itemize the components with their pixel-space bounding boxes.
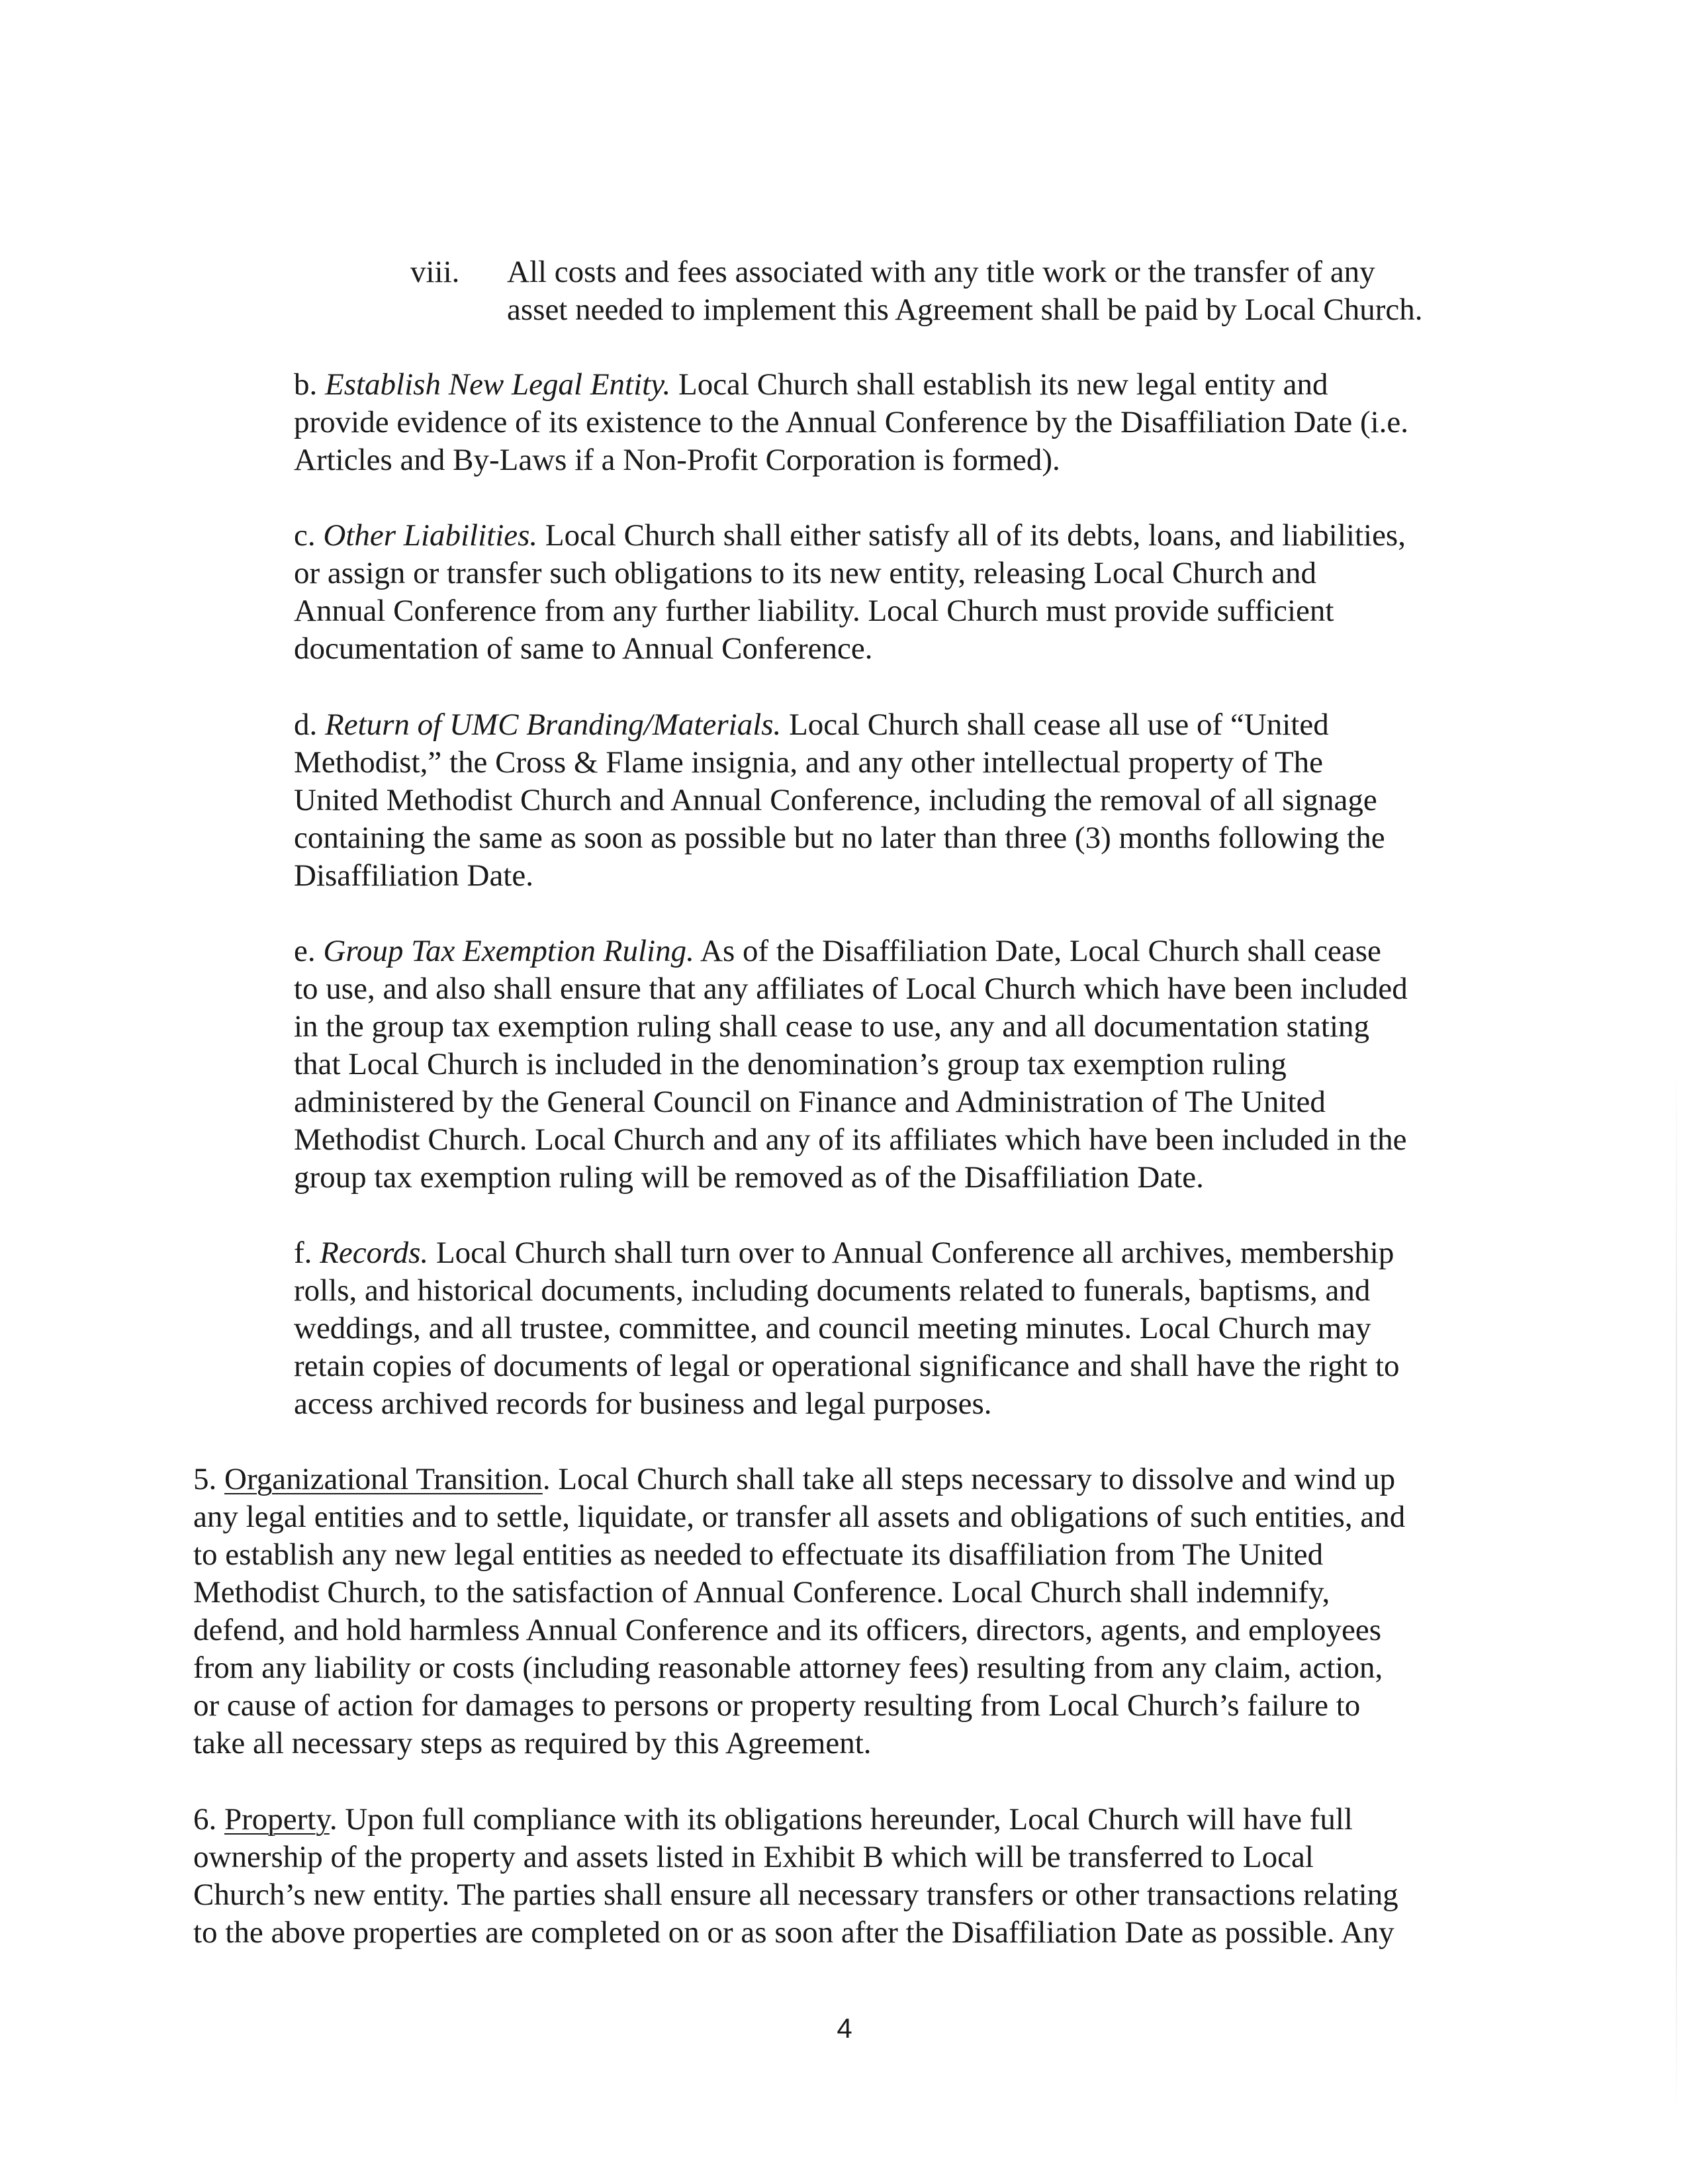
item-b-text: Local Church shall establish its new legal entity and provide evidence of its existence to the Annual Conference by the Disaffiliation Date (i.e. Articles and By-Laws if a Non-Profit Corporation is formed).: [294, 367, 1409, 477]
section-6-heading: Property: [224, 1802, 330, 1837]
section-5-label: 5.: [193, 1462, 224, 1496]
section-6-text: . Upon full compliance with its obligations hereunder, Local Church will have full ownership of the property and assets listed in Exhibit B which will be transferred to Local Church’s new entity. The parties shall ensure all necessary transfers or other transactions relating to the above properties are completed on or as soon after the Disaffiliation Date as possible. Any: [193, 1802, 1398, 1950]
item-c-label: c.: [294, 518, 324, 553]
item-viii-numeral: viii.: [410, 255, 460, 289]
item-c-paragraph: [294, 517, 1498, 668]
page-number: 4: [837, 2013, 852, 2044]
item-f-label: f.: [294, 1236, 320, 1270]
section-5-heading: Organizational Transition: [224, 1462, 543, 1496]
item-b-paragraph: [294, 366, 1498, 479]
item-e-heading: Group Tax Exemption Ruling.: [323, 934, 694, 968]
scan-edge-shadow: [1676, 1059, 1677, 2118]
item-d-label: d.: [294, 707, 325, 742]
item-d-text: Local Church shall cease all use of “United Methodist,” the Cross & Flame insignia, and any other intellectual property of The United Methodist Church and Annual Conference, including the removal of all signage containing the same as soon as possible but no later than three (3) months following the Disaffiliation Date.: [294, 707, 1385, 893]
item-c-heading: Other Liabilities.: [323, 518, 538, 553]
item-b-label: b.: [294, 367, 325, 402]
item-b-heading: Establish New Legal Entity.: [325, 367, 671, 402]
item-d-heading: Return of UMC Branding/Materials.: [325, 707, 782, 742]
item-c-text: Local Church shall either satisfy all of its debts, loans, and liabilities, or assign or transfer such obligations to its new entity, releasing Local Church and Annual Conference from any further liability. Local Church must provide sufficient documentation of same to Annual Conference.: [294, 518, 1406, 666]
item-d-paragraph: [294, 706, 1498, 895]
item-f-text: Local Church shall turn over to Annual Conference all archives, membership rolls, and historical documents, including documents related to funerals, baptisms, and weddings, and all trustee, committee, and council meeting minutes. Local Church may retain copies of documents of legal or operational significance and shall have the right to access archived records for business and legal purposes.: [294, 1236, 1400, 1421]
section-6-paragraph: [193, 1801, 1504, 1952]
section-6-label: 6.: [193, 1802, 224, 1837]
item-e-paragraph: [294, 933, 1498, 1197]
item-f-paragraph: [294, 1234, 1498, 1423]
item-viii-text: All costs and fees associated with any title work or the transfer of any asset needed to implement this Agreement shall be paid by Local Church.: [507, 255, 1423, 327]
item-f-heading: Records.: [320, 1236, 429, 1270]
section-5-text: . Local Church shall take all steps necessary to dissolve and wind up any legal entities and to settle, liquidate, or transfer all assets and obligations of such entities, and to establish any new legal entities as needed to effectuate its disaffiliation from The United Methodist Church, to the satisfaction of Annual Conference. Local Church shall indemnify, defend, and hold harmless Annual Conference and its officers, directors, agents, and employees from any liability or costs (including reasonable attorney fees) resulting from any claim, action, or cause of action for damages to persons or property resulting from Local Church’s failure to take all necessary steps as required by this Agreement.: [193, 1462, 1406, 1760]
item-e-label: e.: [294, 934, 324, 968]
item-e-text: As of the Disaffiliation Date, Local Church shall cease to use, and also shall ensure that any affiliates of Local Church which have been included in the group tax exemption ruling shall cease to use, any and all documentation stating that Local Church is included in the denomination’s group tax exemption ruling administered by the General Council on Finance and Administration of The United Methodist Church. Local Church and any of its affiliates which have been included in the group tax exemption ruling will be removed as of the Disaffiliation Date.: [294, 934, 1408, 1195]
section-5-paragraph: [193, 1461, 1504, 1762]
